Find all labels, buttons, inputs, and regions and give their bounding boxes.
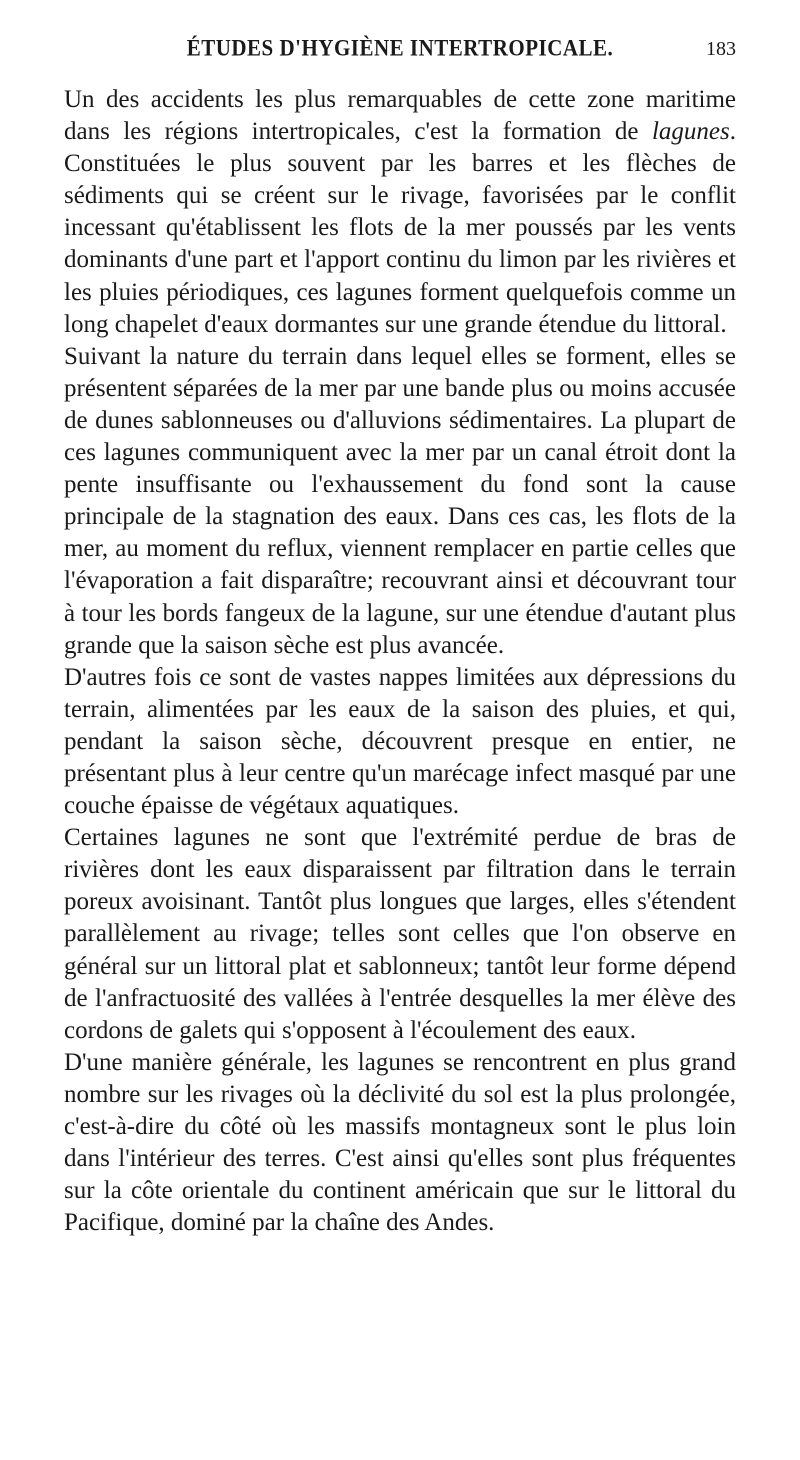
paragraph-5: D'une manière générale, les lagunes se rencontrent en plus grand nombre sur les rivages où la déclivité du sol est la plus prolongée, c'est-à-dire du côté où les massifs montagneux sont le plus loin dans l'intérieur des terres. C'est ainsi qu'elles sont plus fréquentes sur la côte orientale du continent américain que sur le littoral du Pacifique, dominé par la chaîne des Andes.	[64, 1048, 736, 1237]
running-head	[64, 36, 736, 72]
paragraph-1-text-end: . Constituées le plus souvent par les barres et les flèches de sédiments qui se créent sur le rivage, favorisées par le conflit incessant qu'établissent les flots de la mer poussés par les vents dominants d'une part et l'apport continu du limon par les rivières et les pluies périodiques, ces lagunes forment quelquefois comme un long chapelet d'eaux dormantes sur une grande étendue du littoral.	[64, 118, 736, 338]
paragraph-1-text-start: Un des accidents les plus remarquables de cette zone maritime dans les régions intertropicales, c'est la formation de	[64, 86, 736, 146]
running-title: ÉTUDES D'HYGIÈNE INTERTROPICALE.	[186, 35, 614, 61]
body-text	[64, 84, 736, 1239]
page-number: 183	[706, 38, 736, 60]
lagunes-term: lagunes	[651, 118, 730, 146]
paragraph-1	[64, 84, 736, 341]
paragraph-2: Suivant la nature du terrain dans lequel elles se forment, elles se présentent séparées de la mer par une bande plus ou moins accusée de dunes sablonneuses ou d'alluvions sédimentaires. La plupart de ces lagunes communiquent avec la mer par un canal étroit dont la pente insuffisante ou l'exhaussement du fond sont la cause principale de la stagnation des eaux. Dans ces cas, les flots de la mer, au moment du reflux, viennent remplacer en partie celles que l'évaporation a fait disparaître; recouvrant ainsi et découvrant tour à tour les bords fangeux de la lagune, sur une étendue d'autant plus grande que la saison sèche est plus avancée.	[64, 342, 736, 659]
paragraph-3: D'autres fois ce sont de vastes nappes limitées aux dépressions du terrain, alimentées par les eaux de la saison des pluies, et qui, pendant la saison sèche, découvrent presque en entier, ne présentant plus à leur centre qu'un marécage infect masqué par une couche épaisse de végétaux aquatiques.	[64, 663, 736, 820]
paragraph-4: Certaines lagunes ne sont que l'extrémité perdue de bras de rivières dont les eaux disparaissent par filtration dans le terrain poreux avoisinant. Tantôt plus longues que larges, elles s'étendent parallèlement au rivage; telles sont celles que l'on observe en général sur un littoral plat et sablonneux; tantôt leur forme dépend de l'anfractuosité des vallées à l'entrée desquelles la mer élève des cordons de galets qui s'opposent à l'écoulement des eaux.	[64, 824, 736, 1044]
